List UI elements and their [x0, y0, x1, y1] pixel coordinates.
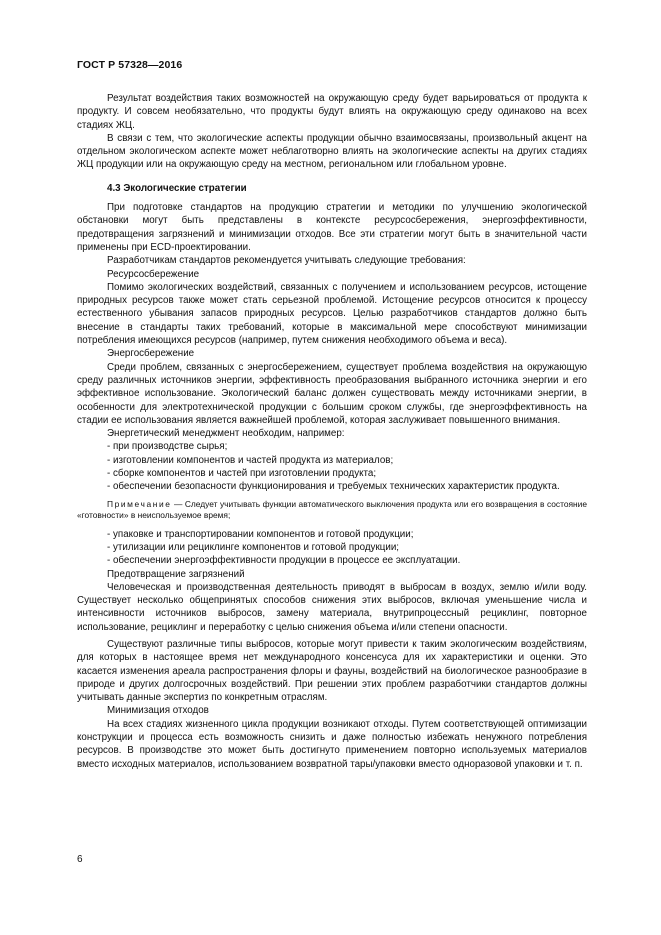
energy-management-list — [77, 440, 587, 493]
subheading-energy-saving: Энергосбережение — [107, 348, 195, 360]
list-item: - упаковке и транспортировании компонентов и готовой продукции; — [107, 528, 414, 540]
section-title: 4.3 Экологические стратегии — [107, 182, 247, 194]
paragraph: Разработчикам стандартов рекомендуется учитывать следующие требования: — [107, 255, 466, 267]
paragraph: Помимо экологических воздействий, связанных с получением и использованием ресурсов, истощение природных ресурсов также может стать серьезной проблемой. Истощение ресурсов относится к процессу естественного убывания запасов природных ресурсов. Целью разработчиков стандартов должно быть внесение в стандарты таких требований, которые в максимальной мере способствуют минимизации потребления имеющихся ресурсов (например, путем снижения необходимого объема и веса). — [77, 281, 587, 347]
paragraph: Среди проблем, связанных с энергосбережением, существует проблема воздействия на окружающую среду различных источников энергии, эффективность преобразования выбранного источника энергии и его эффективное использование. Экологический баланс должен существовать между источниками энергии, в особенности для электротехнической продукции с большим сроком службы, где энергоэффективность на стадии ее использования является важнейшей проблемой, которая заслуживает повышенного внимания. — [77, 361, 587, 426]
list-item: - изготовлении компонентов и частей продукта из материалов; — [107, 454, 394, 466]
energy-management-list-continued — [77, 528, 587, 568]
subheading-pollution-prevention: Предотвращение загрязнений — [107, 568, 245, 580]
paragraph: Результат воздействия таких возможностей на окружающую среду будет варьироваться от продукта к продукту. И совсем необязательно, что продукты будут влиять на окружающую среду одинаково на всех стадиях ЖЦ. — [77, 93, 587, 131]
paragraph: Человеческая и производственная деятельность приводят в выбросам в воздух, землю и/или воду. Существует несколько общепринятых способов снижения этих выбросов, включая уменьшение числа и интенсивности источников выбросов, замену материала, внутрипроцессный рециклинг, повторное использование, рециклинг и переработку с целью снижения объема и/или степени опасности. — [77, 581, 587, 633]
list-item: - при производстве сырья; — [107, 441, 228, 453]
paragraph: Существуют различные типы выбросов, которые могут привести к таким экологическим воздействиям, для которых в настоящее время нет международного консенсуса для их характеристики и оценки. Это касается изменения ареала распространения флоры и фауны, воздействий на биологическое разнообразие в природе и других долгосрочных воздействий. При решении этих проблем разработчики стандартов должны учитывать данные экспертиз по конкретным отраслям. — [77, 638, 587, 704]
paragraph: Энергетический менеджмент необходим, например: — [107, 428, 345, 440]
document-header: ГОСТ Р 57328—2016 — [77, 59, 183, 71]
subheading-resource-saving: Ресурсосбережение — [107, 268, 200, 280]
paragraph: При подготовке стандартов на продукцию стратегии и методики по улучшению экологической обстановки могут быть представлены в контексте ресурсосбережения, энергоэффективности, предотвращения загрязнений и минимизации отходов. Все эти стратегии могут быть в значительной части применены при ECD-проектировании. — [77, 202, 587, 253]
list-item: - обеспечении безопасности функционирования и требуемых технических характеристик продукта. — [107, 481, 560, 493]
list-item: - утилизации или рециклинге компонентов и готовой продукции; — [107, 541, 400, 553]
paragraph: На всех стадиях жизненного цикла продукции возникают отходы. Путем соответствующей оптимизации конструкции и процесса есть возможность снизить и даже полностью избежать ненужного потребления ресурсов. В производстве это может быть достигнуто применением повторно используемых материалов вместо исходных материалов, использованием возвратной тары/упаковки вместо одноразовой упаковки и т. п. — [77, 718, 587, 770]
note-text: — Следует учитывать функции автоматического выключения продукта или его возвращения в состояние «готовности» в неиспользуемое время; — [77, 498, 587, 521]
note-label: Примечание — [107, 498, 172, 509]
note — [77, 499, 587, 522]
subheading-waste-minimization: Минимизация отходов — [107, 705, 209, 717]
list-item: - обеспечении энергоэффективности продукции в процессе ее эксплуатации. — [107, 555, 461, 567]
list-item: - сборке компонентов и частей при изготовлении продукта; — [107, 468, 377, 480]
paragraph: В связи с тем, что экологические аспекты продукции обычно взаимосвязаны, произвольный акцент на отдельном экологическом аспекте может неблаготворно влиять на экологические аспекты на других стадиях ЖЦ продукции или на окружающую среду на местном, региональном или глобальном уровне. — [77, 132, 587, 171]
page-content — [77, 92, 587, 771]
page-number: 6 — [77, 854, 83, 865]
